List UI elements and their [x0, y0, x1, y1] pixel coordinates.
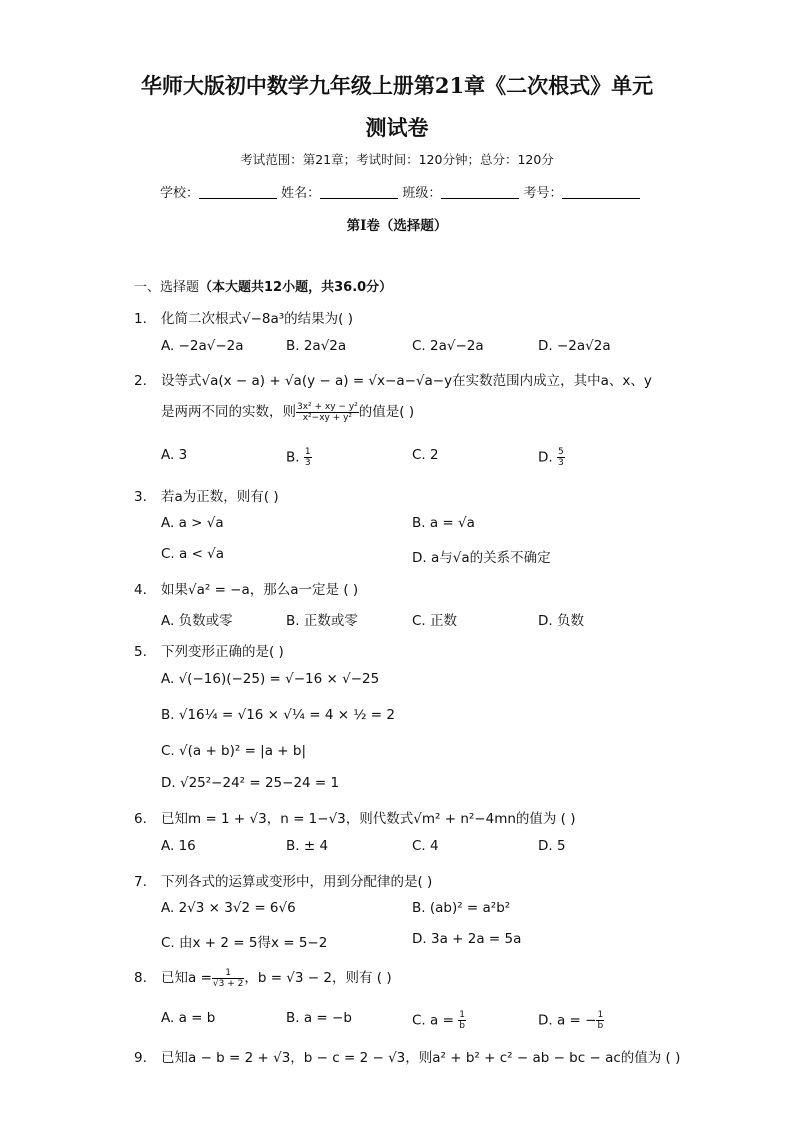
- question-number: 1.: [134, 311, 147, 327]
- question-number: 6.: [134, 811, 147, 827]
- question-text: ，b = √3 − 2，则有 ( ): [244, 970, 392, 986]
- fraction: [296, 402, 359, 423]
- fraction-denominator: b: [459, 1021, 465, 1031]
- option-a[interactable]: A. a = b: [161, 1010, 216, 1026]
- option-b[interactable]: B. √16¼ = √16 × √¼ = 4 × ½ = 2: [161, 707, 395, 723]
- page-title-line2: 测试卷: [365, 115, 429, 140]
- option-d[interactable]: D. a与√a的关系不确定: [412, 550, 551, 566]
- option-c[interactable]: C. 2a√−2a: [412, 338, 484, 354]
- option-a[interactable]: A. 负数或零: [161, 613, 233, 629]
- question-text: 下列变形正确的是( ): [161, 644, 284, 660]
- class-blank[interactable]: [441, 184, 519, 199]
- option-a[interactable]: A. 16: [161, 838, 196, 854]
- option-d[interactable]: D. 5: [538, 838, 566, 854]
- fraction-numerator: 1: [597, 1010, 604, 1020]
- question-number: 3.: [134, 489, 147, 505]
- option-d[interactable]: D. 3a + 2a = 5a: [412, 931, 522, 947]
- school-label: 学校：: [160, 186, 200, 201]
- question-3: [134, 485, 279, 505]
- option-b[interactable]: B. a = −b: [286, 1010, 352, 1026]
- option-c[interactable]: C. a < √a: [161, 546, 225, 562]
- question-number: 2.: [134, 373, 147, 389]
- option-label: C. a =: [412, 1012, 454, 1029]
- fraction-denominator: b: [597, 1021, 604, 1031]
- question-number: 8.: [134, 970, 147, 986]
- volume-heading: 第I卷（选择题）: [346, 218, 448, 234]
- option-a[interactable]: A. a > √a: [161, 515, 224, 531]
- option-a[interactable]: A. √(−16)(−25) = √−16 × √−25: [161, 671, 380, 687]
- question-text: 已知a =: [161, 970, 212, 986]
- option-b[interactable]: B. (ab)² = a²b²: [412, 900, 511, 916]
- question-text: 是两两不同的实数，则: [161, 404, 296, 420]
- option-d[interactable]: [538, 447, 565, 468]
- fraction-numerator: 1: [212, 968, 244, 979]
- id-blank[interactable]: [562, 184, 640, 199]
- fraction: [304, 447, 312, 468]
- option-c[interactable]: C. 正数: [412, 613, 458, 629]
- school-blank[interactable]: [199, 184, 277, 199]
- option-b[interactable]: B. 正数或零: [286, 613, 358, 629]
- fraction: [557, 447, 565, 468]
- option-c[interactable]: C. 2: [412, 447, 439, 463]
- option-c[interactable]: C. 4: [412, 838, 439, 854]
- option-a[interactable]: A. 2√3 × 3√2 = 6√6: [161, 900, 296, 916]
- student-fields: [160, 182, 640, 201]
- fraction-numerator: 1: [459, 1010, 465, 1020]
- question-number: 9.: [134, 1050, 147, 1066]
- question-number: 5.: [134, 644, 147, 660]
- fraction-denominator: √3 + 2: [212, 978, 244, 989]
- id-label: 考号：: [523, 186, 563, 201]
- option-a[interactable]: A. −2a√−2a: [161, 338, 244, 354]
- question-2: [134, 369, 652, 389]
- option-label: D. a = −: [538, 1012, 597, 1029]
- exam-meta: 考试范围：第21章；考试时间：120分钟；总分：120分: [240, 152, 554, 167]
- option-label: B.: [286, 449, 300, 466]
- fraction-numerator: 3x² + xy − y²: [297, 401, 358, 412]
- question-5: [134, 640, 284, 660]
- section-heading: [134, 276, 392, 295]
- question-text: 已知a − b = 2 + √3，b − c = 2 − √3，则a² + b² + c² − ab − bc − ac的值为 ( ): [161, 1050, 681, 1066]
- fraction-denominator: 3: [304, 458, 311, 468]
- question-number: 7.: [134, 874, 147, 890]
- option-b[interactable]: [286, 447, 312, 468]
- question-number: 4.: [134, 582, 147, 598]
- option-c[interactable]: C. √(a + b)² = |a + b|: [161, 743, 307, 759]
- fraction: [458, 1010, 466, 1031]
- question-text: 若a为正数，则有( ): [161, 489, 279, 505]
- question-1: [134, 307, 353, 327]
- question-text: 的值是( ): [358, 404, 415, 420]
- option-d[interactable]: D. 负数: [538, 613, 584, 629]
- question-9: [134, 1046, 680, 1066]
- question-text: 已知m = 1 + √3，n = 1−√3，则代数式√m² + n²−4mn的值为 ( ): [161, 811, 576, 827]
- option-d[interactable]: [538, 1010, 604, 1031]
- question-6: [134, 807, 576, 827]
- fraction-numerator: 1: [304, 447, 311, 457]
- question-8: [134, 966, 392, 989]
- section-info: （本大题共12小题，共36.0分）: [199, 280, 393, 295]
- option-d[interactable]: D. −2a√2a: [538, 338, 611, 354]
- class-label: 班级：: [402, 186, 442, 201]
- question-text: 设等式√a(x − a) + √a(y − a) = √x−a−√a−y在实数范围内成立，其中a、x、y: [161, 373, 652, 389]
- question-text: 化简二次根式√−8a³的结果为( ): [161, 311, 354, 327]
- name-blank[interactable]: [320, 184, 398, 199]
- fraction: [212, 968, 244, 989]
- question-7: [134, 870, 432, 890]
- option-b[interactable]: B. a = √a: [412, 515, 475, 531]
- fraction-numerator: 5: [557, 447, 564, 457]
- name-label: 姓名：: [281, 186, 321, 201]
- fraction-denominator: x²−xy + y²: [302, 412, 353, 423]
- option-c[interactable]: [412, 1010, 466, 1031]
- fraction-denominator: 3: [557, 458, 564, 468]
- question-text: 如果√a² = −a，那么a一定是 ( ): [161, 582, 359, 598]
- question-4: [134, 578, 358, 598]
- option-d[interactable]: D. √25²−24² = 25−24 = 1: [161, 775, 340, 791]
- page-title: 华师大版初中数学九年级上册第21章《二次根式》单元: [140, 73, 654, 98]
- question-text: 下列各式的运算或变形中，用到分配律的是( ): [161, 874, 433, 890]
- question-2-cont: [161, 400, 414, 423]
- fraction: [596, 1010, 604, 1031]
- option-b[interactable]: B. ± 4: [286, 838, 329, 854]
- option-c[interactable]: C. 由x + 2 = 5得x = 5−2: [161, 935, 328, 951]
- section-prefix: 一、选择题: [134, 280, 200, 295]
- option-a[interactable]: A. 3: [161, 447, 188, 463]
- option-label: D.: [538, 449, 553, 466]
- option-b[interactable]: B. 2a√2a: [286, 338, 347, 354]
